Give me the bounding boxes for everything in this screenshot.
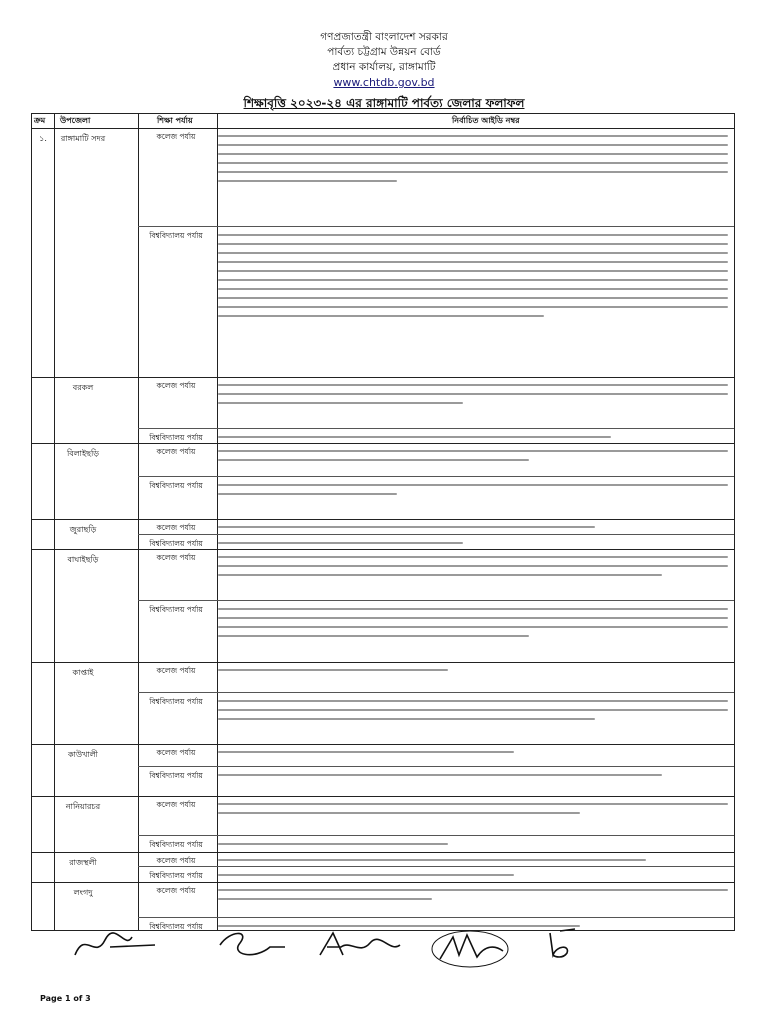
id-text-line <box>218 234 728 236</box>
header-serial: ক্রম <box>34 116 46 125</box>
level-row <box>138 882 734 917</box>
level-row <box>138 766 734 796</box>
level-row <box>138 835 734 852</box>
id-text-line <box>218 243 728 245</box>
results-table <box>31 113 735 931</box>
upazila-cell: রাজস্থলী <box>69 858 97 867</box>
id-text-line <box>218 898 432 900</box>
id-text-line <box>218 493 397 495</box>
id-text-line <box>218 635 529 637</box>
id-text-line <box>218 889 728 891</box>
selected-id-list <box>218 229 728 375</box>
id-text-line <box>218 843 448 845</box>
id-text-line <box>218 617 728 619</box>
selected-id-list <box>218 130 728 224</box>
selected-id-list <box>218 537 728 547</box>
level-row <box>138 428 734 443</box>
level-row <box>138 796 734 835</box>
id-text-line <box>218 297 728 299</box>
board-name: পার্বত্য চট্টগ্রাম উন্নয়ন বোর্ড <box>327 46 441 58</box>
id-text-line <box>218 526 595 528</box>
signature <box>315 925 405 965</box>
upazila-cell: কাপ্তাই <box>72 668 94 677</box>
level-row <box>138 662 734 692</box>
id-text-line <box>218 751 514 753</box>
level-row <box>138 128 734 226</box>
level-label: বিশ্ববিদ্যালয় পর্যায় <box>149 539 203 548</box>
upazila-cell: লংগদু <box>73 888 93 897</box>
level-label: বিশ্ববিদ্যালয় পর্যায় <box>149 697 203 706</box>
selected-id-list <box>218 479 728 517</box>
id-text-line <box>218 669 448 671</box>
upazila-cell: কাউখালী <box>68 750 98 759</box>
id-text-line <box>218 565 728 567</box>
level-label: কলেজ পর্যায় <box>156 132 196 141</box>
upazila-cell: বরকল <box>72 383 94 392</box>
level-row <box>138 534 734 549</box>
upazila-cell: জুরাছড়ি <box>69 525 97 534</box>
id-text-line <box>218 270 728 272</box>
upazila-cell: নানিয়ারচর <box>65 802 101 811</box>
selected-id-list <box>218 869 728 880</box>
id-text-line <box>218 450 728 452</box>
website-link[interactable]: www.chtdb.gov.bd <box>333 76 435 89</box>
id-text-line <box>218 315 544 317</box>
header-ids: নির্বাচিত আইডি নম্বর <box>452 116 520 125</box>
selected-id-list <box>218 379 728 426</box>
level-label: বিশ্ববিদ্যালয় পর্যায় <box>149 231 203 240</box>
header-upazila: উপজেলা <box>60 116 91 125</box>
id-text-line <box>218 484 728 486</box>
signature <box>70 925 160 965</box>
id-text-line <box>218 436 611 438</box>
id-text-line <box>218 700 728 702</box>
level-row <box>138 852 734 866</box>
level-row <box>138 377 734 428</box>
id-text-line <box>218 153 728 155</box>
selected-id-list <box>218 431 728 441</box>
id-text-line <box>218 180 397 182</box>
level-label: বিশ্ববিদ্যালয় পর্যায় <box>149 840 203 849</box>
signature <box>535 925 595 965</box>
id-text-line <box>218 279 728 281</box>
selected-id-list <box>218 603 728 660</box>
level-label: বিশ্ববিদ্যালয় পর্যায় <box>149 481 203 490</box>
id-text-line <box>218 135 728 137</box>
id-text-line <box>218 556 728 558</box>
signature <box>425 925 515 970</box>
document-header <box>0 30 768 90</box>
selected-id-list <box>218 798 728 833</box>
level-label: কলেজ পর্যায় <box>156 856 196 865</box>
level-row <box>138 600 734 662</box>
upazila-cell: বিলাইছড়ি <box>66 449 100 458</box>
selected-id-list <box>218 838 728 850</box>
selected-id-list <box>218 769 728 794</box>
selected-id-list <box>218 664 728 690</box>
level-row <box>138 443 734 476</box>
id-text-line <box>218 261 728 263</box>
level-label: বিশ্ববিদ্যালয় পর্যায় <box>149 871 203 880</box>
id-text-line <box>218 803 728 805</box>
level-label: কলেজ পর্যায় <box>156 447 196 456</box>
selected-id-list <box>218 521 728 532</box>
level-row <box>138 744 734 766</box>
level-row <box>138 866 734 882</box>
selected-id-list <box>218 746 728 764</box>
level-label: বিশ্ববিদ্যালয় পর্যায় <box>149 605 203 614</box>
signature <box>210 925 290 965</box>
header-level: শিক্ষা পর্যায় <box>157 116 193 125</box>
id-text-line <box>218 718 595 720</box>
id-text-line <box>218 393 728 395</box>
level-row <box>138 549 734 600</box>
page-number: Page 1 of 3 <box>40 994 91 1003</box>
id-text-line <box>218 459 529 461</box>
id-text-line <box>218 306 728 308</box>
result-title: শিক্ষাবৃত্তি ২০২৩-২৪ এর রাঙ্গামাটি পার্বত্য জেলার ফলাফল <box>243 96 525 110</box>
level-label: বিশ্ববিদ্যালয় পর্যায় <box>149 771 203 780</box>
selected-id-list <box>218 551 728 598</box>
upazila-cell: রাঙ্গামাটি সদর <box>60 134 106 143</box>
level-label: কলেজ পর্যায় <box>156 800 196 809</box>
level-label: কলেজ পর্যায় <box>156 886 196 895</box>
upazila-cell: বাঘাইছড়ি <box>67 555 99 564</box>
govt-name: গণপ্রজাতন্ত্রী বাংলাদেশ সরকার <box>320 31 448 43</box>
level-label: কলেজ পর্যায় <box>156 523 196 532</box>
signatures <box>60 925 710 970</box>
id-text-line <box>218 574 662 576</box>
level-label: কলেজ পর্যায় <box>156 553 196 562</box>
selected-id-list <box>218 854 728 864</box>
id-text-line <box>218 144 728 146</box>
id-text-line <box>218 402 463 404</box>
level-label: বিশ্ববিদ্যালয় পর্যায় <box>149 433 203 442</box>
id-text-line <box>218 384 728 386</box>
level-label: কলেজ পর্যায় <box>156 666 196 675</box>
id-text-line <box>218 252 728 254</box>
level-row <box>138 692 734 744</box>
level-row <box>138 476 734 519</box>
office-name: প্রধান কার্যালয়, রাঙ্গামাটি <box>332 61 436 73</box>
id-text-line <box>218 774 662 776</box>
serial-cell: ১. <box>39 134 47 143</box>
id-text-line <box>218 162 728 164</box>
id-text-line <box>218 542 463 544</box>
selected-id-list <box>218 884 728 915</box>
id-text-line <box>218 859 646 861</box>
level-row <box>138 519 734 534</box>
id-text-line <box>218 812 580 814</box>
level-row <box>138 226 734 377</box>
id-text-line <box>218 608 728 610</box>
level-label: কলেজ পর্যায় <box>156 381 196 390</box>
id-text-line <box>218 288 728 290</box>
id-text-line <box>218 626 728 628</box>
id-text-line <box>218 709 728 711</box>
level-label: বিশ্ববিদ্যালয় পর্যায় <box>149 922 203 931</box>
id-text-line <box>218 171 728 173</box>
id-text-line <box>218 874 514 876</box>
selected-id-list <box>218 445 728 474</box>
level-label: কলেজ পর্যায় <box>156 748 196 757</box>
selected-id-list <box>218 695 728 742</box>
